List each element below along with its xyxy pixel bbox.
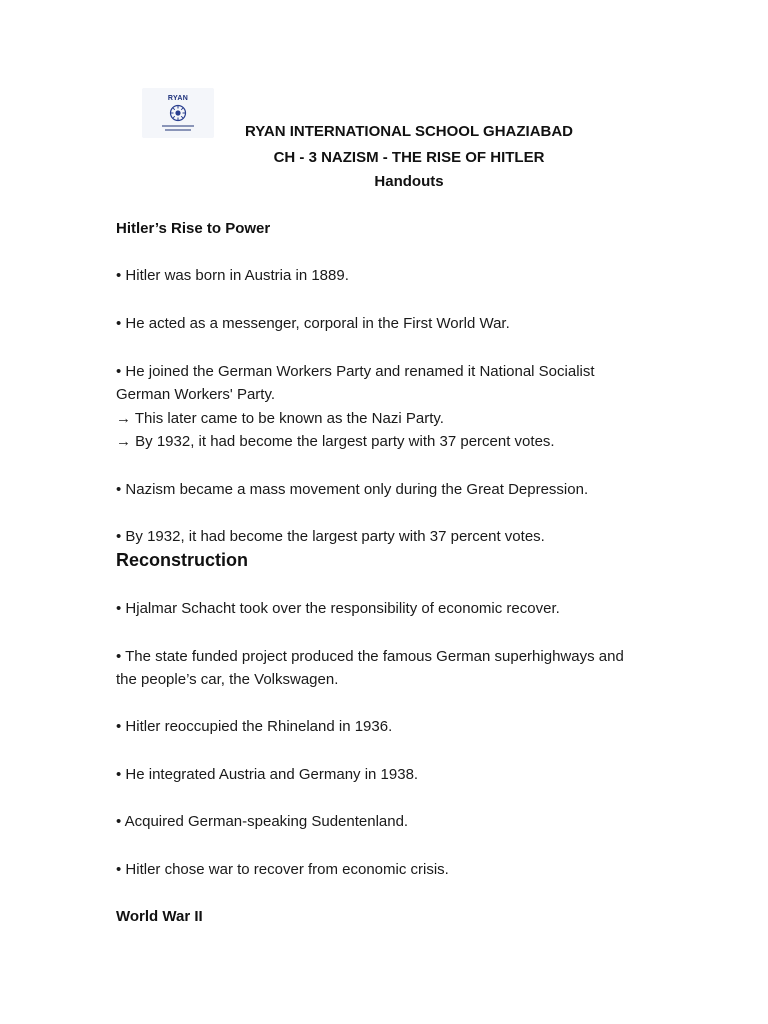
section-heading-reconstruction: Reconstruction xyxy=(116,550,249,570)
bullet-schacht: • Hjalmar Schacht took over the responsibility of economic recover. xyxy=(116,600,560,617)
arrow-nazi-party: → This later came to be known as the Nazi Party. xyxy=(116,410,444,427)
arrow-largest-party: → By 1932, it had become the largest party with 37 percent votes. xyxy=(116,433,555,450)
bullet-mass-movement: • Nazism became a mass movement only during the Great Depression. xyxy=(116,481,589,498)
bullet-largest-party: • By 1932, it had become the largest party with 37 percent votes. xyxy=(116,528,545,545)
bullet-joined-party-line2: German Workers' Party. xyxy=(116,386,276,403)
bullet-born: • Hitler was born in Austria in 1889. xyxy=(116,267,349,284)
bullet-sudetenland: • Acquired German-speaking Sudentenland. xyxy=(116,813,409,830)
bullet-messenger: • He acted as a messenger, corporal in the First World War. xyxy=(116,315,510,332)
bullet-superhighways-line2: the people’s car, the Volkswagen. xyxy=(116,671,339,688)
bullet-rhineland: • Hitler reoccupied the Rhineland in 1936. xyxy=(116,718,393,735)
emblem-icon xyxy=(169,104,187,122)
bullet-superhighways-line1: • The state funded project produced the famous German superhighways and xyxy=(116,648,624,665)
bullet-war: • Hitler chose war to recover from economic crisis. xyxy=(116,861,449,878)
handouts-subtitle: Handouts xyxy=(374,173,444,190)
bullet-austria: • He integrated Austria and Germany in 1938. xyxy=(116,766,419,783)
section-heading-ww2: World War II xyxy=(116,908,203,925)
chapter-title: CH - 3 NAZISM - THE RISE OF HITLER xyxy=(273,149,545,166)
bullet-joined-party-line1: • He joined the German Workers Party and renamed it National Socialist xyxy=(116,363,595,380)
school-name: RYAN INTERNATIONAL SCHOOL GHAZIABAD xyxy=(244,123,574,140)
logo-text: RYAN xyxy=(167,95,189,102)
section-heading-rise: Hitler’s Rise to Power xyxy=(116,220,271,237)
